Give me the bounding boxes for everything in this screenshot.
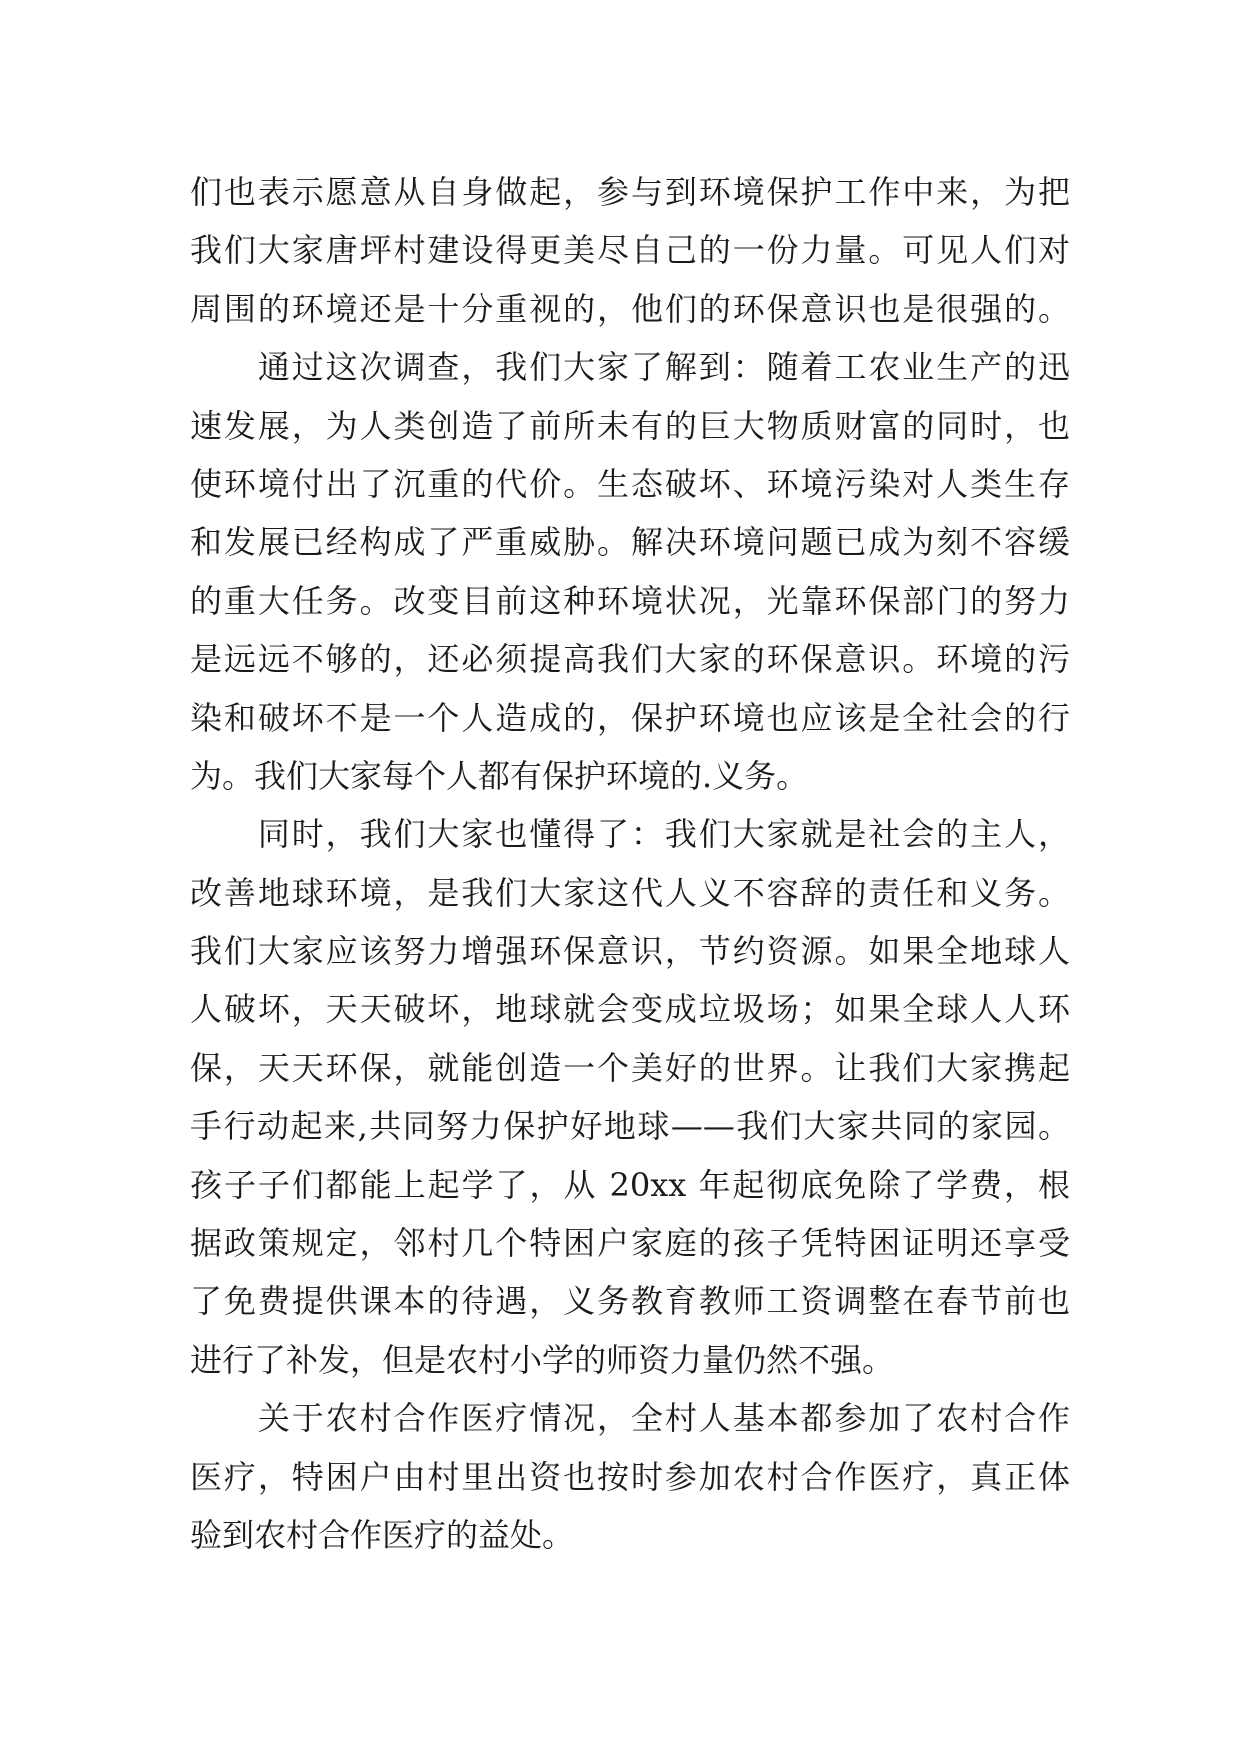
text-line: 周围的环境还是十分重视的，他们的环保意识也是很强的。 — [190, 289, 1070, 328]
text-line: 人破坏，天天破坏，地球就会变成垃圾场；如果全球人人环 — [190, 990, 1070, 1029]
paragraph-2 — [190, 338, 1070, 805]
text-line: 使环境付出了沉重的代价。生态破坏、环境污染对人类生存 — [190, 464, 1070, 503]
document-body — [190, 163, 1070, 1564]
paragraph-4 — [190, 1389, 1070, 1564]
text-line: 速发展，为人类创造了前所未有的巨大物质财富的同时，也 — [190, 406, 1070, 445]
text-line: 们也表示愿意从自身做起，参与到环境保护工作中来，为把 — [190, 173, 1070, 211]
text-line: 我们大家唐坪村建设得更美尽自己的一份力量。可见人们对 — [190, 231, 1070, 270]
text-line: 据政策规定，邻村几个特困户家庭的孩子凭特困证明还享受 — [190, 1224, 1070, 1263]
text-line: 进行了补发，但是农村小学的师资力量仍然不强。 — [190, 1340, 895, 1379]
text-line: 为。我们大家每个人都有保护环境的.义务。 — [190, 756, 809, 795]
text-line: 保，天天环保，就能创造一个美好的世界。让我们大家携起 — [190, 1048, 1070, 1087]
text-line: 同时，我们大家也懂得了：我们大家就是社会的主人， — [190, 815, 1070, 854]
text-line: 关于农村合作医疗情况，全村人基本都参加了农村合作 — [190, 1399, 1070, 1438]
text-line: 是远远不够的，还必须提高我们大家的环保意识。环境的污 — [190, 640, 1070, 679]
text-line: 染和破坏不是一个人造成的，保护环境也应该是全社会的行 — [190, 698, 1070, 737]
text-line: 改善地球环境，是我们大家这代人义不容辞的责任和义务。 — [190, 873, 1070, 912]
text-line: 手行动起来,共同努力保护好地球——我们大家共同的家园。 — [190, 1107, 1070, 1146]
text-line: 验到农村合作医疗的益处。 — [190, 1515, 575, 1554]
text-line: 通过这次调查，我们大家了解到：随着工农业生产的迅 — [190, 348, 1070, 387]
text-line: 和发展已经构成了严重威胁。解决环境问题已成为刻不容缓 — [190, 523, 1070, 562]
paragraph-1 — [190, 163, 1070, 338]
text-line: 孩子子们都能上起学了，从 20xx 年起彻底免除了学费，根 — [190, 1165, 1070, 1204]
text-line: 的重大任务。改变目前这种环境状况，光靠环保部门的努力 — [190, 581, 1070, 620]
paragraph-3 — [190, 805, 1070, 1389]
text-line: 医疗，特困户由村里出资也按时参加农村合作医疗，真正体 — [190, 1457, 1070, 1496]
text-line: 了免费提供课本的待遇，义务教育教师工资调整在春节前也 — [190, 1282, 1070, 1321]
text-line: 我们大家应该努力增强环保意识，节约资源。如果全地球人 — [190, 932, 1070, 971]
